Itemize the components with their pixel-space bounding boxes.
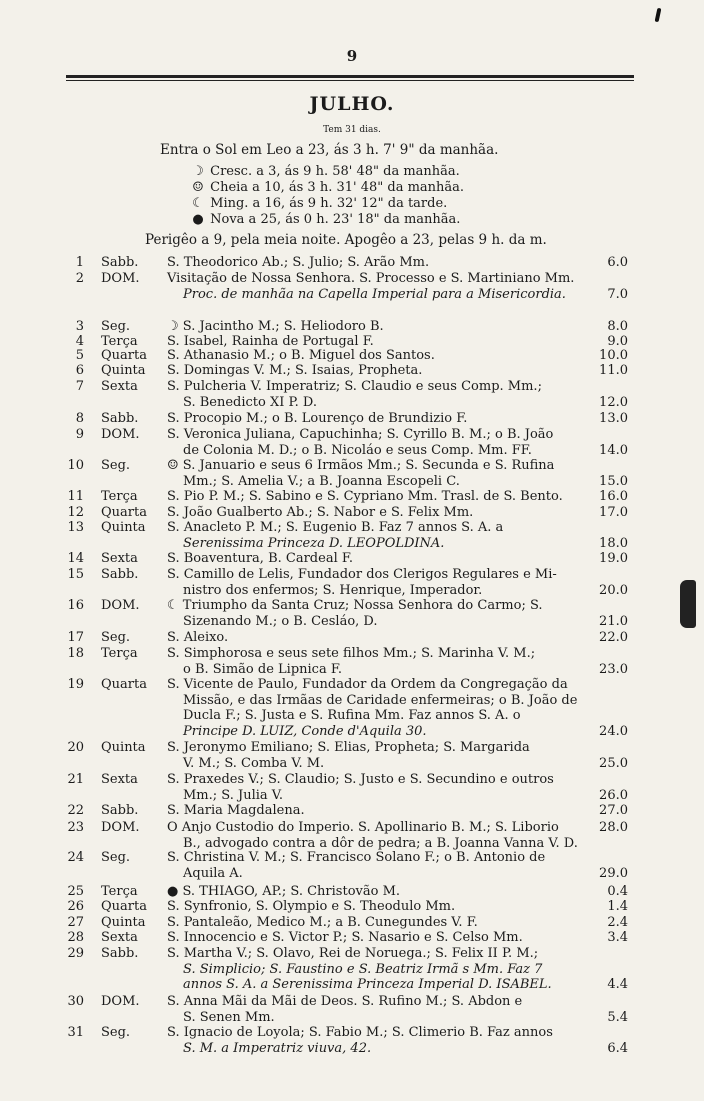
day-number: 7: [75, 379, 84, 394]
description-line: Mm.; S. Amelia V.; a B. Joanna Escopeli C.: [183, 473, 460, 489]
description-line: B., advogado contra a dôr de pedra; a B. Joanna Vanna V. D.: [183, 835, 578, 851]
tide-value: 3.4: [607, 930, 628, 945]
weekday: Quinta: [101, 740, 146, 755]
day-number: 28: [67, 930, 84, 945]
description-line: S. Pulcheria V. Imperatriz; S. Claudio e seus Comp. Mm.;: [167, 379, 542, 394]
page-title: JULHO.: [309, 93, 395, 115]
ink-mark: [655, 8, 662, 23]
tide-value: 8.0: [607, 319, 628, 334]
description-line: S. Jeronymo Emiliano; S. Elias, Propheta; S. Margarida: [167, 740, 530, 755]
description-line: S. Procopio M.; o B. Lourenço de Brundizio F.: [167, 411, 468, 426]
weekday: Seg.: [101, 630, 131, 645]
moon-phase-line: [190, 196, 447, 212]
day-number: 16: [67, 598, 84, 613]
day-number: 13: [67, 520, 84, 535]
moon-phase-line: [190, 164, 460, 180]
tide-value: 12.0: [599, 394, 628, 410]
description-line: S. M. a Imperatriz viuva, 42.: [183, 1040, 372, 1056]
day-number: 17: [67, 630, 84, 645]
saints-description: [167, 520, 595, 551]
weekday: Sexta: [101, 772, 138, 787]
weekday: Seg.: [101, 850, 131, 865]
saints-description: [167, 1025, 595, 1056]
weekday: Terça: [101, 646, 138, 661]
description-line: o B. Simão de Lipnica F.: [183, 661, 342, 677]
saints-description: [167, 567, 595, 598]
day-number: 27: [67, 915, 84, 930]
tide-value: 6.4: [607, 1040, 628, 1056]
page-number: 9: [346, 47, 358, 65]
days-count: Tem 31 dias.: [323, 125, 381, 135]
saints-description: [167, 740, 595, 771]
first-quarter-icon: ☽: [192, 164, 204, 179]
saints-description: [167, 255, 595, 271]
page-edge-mark: [680, 580, 696, 628]
day-number: 1: [75, 255, 84, 270]
moon-phase-text: Cheia a 10, ás 3 h. 31' 48" da manhãa.: [206, 180, 465, 195]
description-line: S. Pantaleão, Medico M.; a B. Cunegundes V. F.: [167, 915, 478, 930]
description-line: S. Isabel, Rainha de Portugal F.: [167, 334, 374, 349]
weekday: Sexta: [101, 551, 138, 566]
description-line: S. Anna Mãi da Mãi de Deos. S. Rufino M.; S. Abdon e: [167, 994, 523, 1009]
description-line: S. Aleixo.: [167, 630, 229, 645]
day-number: 18: [67, 646, 84, 661]
saints-description: [167, 505, 595, 521]
tide-value: 29.0: [599, 865, 628, 881]
weekday: Terça: [101, 489, 138, 504]
saints-description: [167, 348, 595, 364]
tide-value: 13.0: [599, 411, 628, 426]
tide-value: 21.0: [599, 613, 628, 629]
saints-description: [167, 427, 595, 458]
tide-value: 0.4: [607, 884, 628, 899]
description-line: S. Simphorosa e seus sete filhos Mm.; S. Marinha V. M.;: [167, 646, 536, 661]
weekday: Quarta: [101, 677, 147, 692]
saints-description: [167, 319, 595, 335]
weekday: DOM.: [101, 598, 140, 613]
tide-value: 1.4: [607, 899, 628, 914]
tide-value: 7.0: [607, 286, 628, 302]
tide-value: 19.0: [599, 551, 628, 566]
description-line: O Anjo Custodio do Imperio. S. Apollinario B. M.; S. Liborio: [167, 820, 559, 835]
description-line: S. Praxedes V.; S. Claudio; S. Justo e S. Secundino e outros: [167, 772, 554, 787]
tide-value: 23.0: [599, 661, 628, 677]
saints-description: [167, 915, 595, 931]
description-line: ☾ Triumpho da Santa Cruz; Nossa Senhora do Carmo; S.: [167, 598, 543, 613]
saints-description: [167, 803, 595, 819]
weekday: Seg.: [101, 319, 131, 334]
saints-description: [167, 411, 595, 427]
tide-value: 5.4: [607, 1009, 628, 1025]
description-line: Aquila A.: [183, 865, 243, 881]
tide-value: 2.4: [607, 915, 628, 930]
description-line: S. Martha V.; S. Olavo, Rei de Noruega.; S. Felix II P. M.;: [167, 946, 539, 961]
tide-value: 17.0: [599, 505, 628, 520]
tide-value: 11.0: [599, 363, 628, 378]
description-line: ☽ S. Jacintho M.; S. Heliodoro B.: [167, 319, 384, 334]
day-number: 2: [75, 271, 84, 286]
day-number: 14: [67, 551, 84, 566]
description-line: Mm.; S. Julia V.: [183, 787, 284, 803]
weekday: Sabb.: [101, 803, 139, 818]
tide-value: 28.0: [599, 820, 628, 835]
saints-description: [167, 820, 595, 851]
saints-description: [167, 772, 595, 803]
description-line: Serenissima Princeza D. LEOPOLDINA.: [183, 535, 445, 551]
day-number: 11: [67, 489, 84, 504]
description-line: Visitação de Nossa Senhora. S. Processo e S. Martiniano Mm.: [167, 271, 575, 286]
description-line: S. Pio P. M.; S. Sabino e S. Cypriano Mm. Trasl. de S. Bento.: [167, 489, 563, 504]
description-line: Proc. de manhãa na Capella Imperial para a Misericordia.: [183, 286, 566, 302]
tide-value: 14.0: [599, 442, 628, 458]
tide-value: 4.4: [607, 977, 628, 993]
day-number: 23: [67, 820, 84, 835]
day-number: 29: [67, 946, 84, 961]
moon-phase-line: [190, 212, 460, 228]
weekday: Quarta: [101, 348, 147, 363]
header-rule-thick: [66, 75, 634, 78]
weekday: Sabb.: [101, 567, 139, 582]
description-line: S. Anacleto P. M.; S. Eugenio B. Faz 7 annos S. A. a: [167, 520, 504, 535]
full-moon-icon: ☺: [192, 180, 204, 195]
weekday: Sabb.: [101, 946, 139, 961]
description-line: S. Theodorico Ab.; S. Julio; S. Arão Mm.: [167, 255, 430, 270]
saints-description: [167, 930, 595, 946]
saints-description: [167, 363, 595, 379]
description-line: nistro dos enfermos; S. Henrique, Imperador.: [183, 582, 483, 598]
sun-entry: Entra o Sol em Leo a 23, ás 3 h. 7' 9" da manhãa.: [160, 142, 499, 158]
tide-value: 9.0: [607, 334, 628, 349]
tide-value: 6.0: [607, 255, 628, 270]
weekday: Seg.: [101, 1025, 131, 1040]
description-line: S. Vicente de Paulo, Fundador da Ordem da Congregação da: [167, 677, 568, 692]
description-line: V. M.; S. Comba V. M.: [183, 755, 325, 771]
weekday: Quinta: [101, 520, 146, 535]
day-number: 8: [75, 411, 84, 426]
description-line: S. Veronica Juliana, Capuchinha; S. Cyrillo B. M.; o B. João: [167, 427, 554, 442]
description-line: Principe D. LUIZ, Conde d'Aquila 30.: [183, 723, 427, 739]
description-line: S. Ignacio de Loyola; S. Fabio M.; S. Climerio B. Faz annos: [167, 1025, 553, 1040]
day-number: 5: [75, 348, 84, 363]
description-line: S. Innocencio e S. Victor P.; S. Nasario e S. Celso Mm.: [167, 930, 523, 945]
weekday: Sabb.: [101, 255, 139, 270]
weekday: DOM.: [101, 271, 140, 286]
weekday: Terça: [101, 884, 138, 899]
saints-description: [167, 677, 595, 739]
saints-description: [167, 899, 595, 915]
last-quarter-icon: ☾: [192, 196, 204, 211]
day-number: 12: [67, 505, 84, 520]
weekday: Quinta: [101, 915, 146, 930]
weekday: DOM.: [101, 427, 140, 442]
day-number: 10: [67, 458, 84, 473]
day-number: 19: [67, 677, 84, 692]
tide-value: 22.0: [599, 630, 628, 645]
day-number: 4: [75, 334, 84, 349]
description-line: S. Senen Mm.: [183, 1009, 275, 1025]
weekday: Seg.: [101, 458, 131, 473]
description-line: S. Camillo de Lelis, Fundador dos Clerigos Regulares e Mi-: [167, 567, 557, 582]
moon-phase-text: Nova a 25, ás 0 h. 23' 18" da manhãa.: [206, 212, 461, 227]
tide-value: 26.0: [599, 787, 628, 803]
day-number: 31: [67, 1025, 84, 1040]
tide-value: 25.0: [599, 755, 628, 771]
weekday: DOM.: [101, 820, 140, 835]
saints-description: [167, 850, 595, 881]
saints-description: [167, 946, 595, 993]
day-number: 20: [67, 740, 84, 755]
new-moon-icon: ●: [192, 212, 204, 227]
saints-description: [167, 646, 595, 677]
saints-description: [167, 458, 595, 489]
tide-value: 20.0: [599, 582, 628, 598]
saints-description: [167, 630, 595, 646]
description-line: S. Benedicto XI P. D.: [183, 394, 317, 410]
day-number: 3: [75, 319, 84, 334]
description-line: S. Christina V. M.; S. Francisco Solano F.; o B. Antonio de: [167, 850, 546, 865]
description-line: Sizenando M.; o B. Cesláo, D.: [183, 613, 378, 629]
moon-phase-text: Cresc. a 3, ás 9 h. 58' 48" da manhãa.: [206, 164, 460, 179]
day-number: 9: [75, 427, 84, 442]
description-line: Missão, e das Irmãas de Caridade enfermeiras; o B. João de: [183, 692, 578, 708]
description-line: S. João Gualberto Ab.; S. Nabor e S. Felix Mm.: [167, 505, 474, 520]
description-line: annos S. A. a Serenissima Princeza Imperial D. ISABEL.: [183, 977, 552, 993]
description-line: ● S. THIAGO, AP.; S. Christovão M.: [167, 884, 401, 899]
header-rule-thin: [66, 80, 634, 81]
day-number: 26: [67, 899, 84, 914]
description-line: S. Synfronio, S. Olympio e S. Theodulo Mm.: [167, 899, 456, 914]
day-number: 21: [67, 772, 84, 787]
moon-phase-text: Ming. a 16, ás 9 h. 32' 12" da tarde.: [206, 196, 448, 211]
description-line: S. Domingas V. M.; S. Isaias, Propheta.: [167, 363, 423, 378]
day-number: 6: [75, 363, 84, 378]
description-line: S. Maria Magdalena.: [167, 803, 305, 818]
description-line: ☺ S. Januario e seus 6 Irmãos Mm.; S. Secunda e S. Rufina: [167, 458, 555, 473]
weekday: Sabb.: [101, 411, 139, 426]
saints-description: [167, 884, 595, 900]
weekday: DOM.: [101, 994, 140, 1009]
saints-description: [167, 271, 595, 302]
day-number: 22: [67, 803, 84, 818]
tide-value: 18.0: [599, 535, 628, 551]
description-line: de Colonia M. D.; o B. Nicoláo e seus Comp. Mm. FF.: [183, 442, 532, 458]
day-number: 15: [67, 567, 84, 582]
weekday: Terça: [101, 334, 138, 349]
tide-value: 15.0: [599, 473, 628, 489]
tide-value: 16.0: [599, 489, 628, 504]
description-line: S. Simplicio; S. Faustino e S. Beatriz Irmã s Mm. Faz 7: [183, 961, 543, 977]
weekday: Quarta: [101, 899, 147, 914]
tide-value: 24.0: [599, 723, 628, 739]
saints-description: [167, 489, 595, 505]
saints-description: [167, 551, 595, 567]
saints-description: [167, 598, 595, 629]
description-line: S. Boaventura, B. Cardeal F.: [167, 551, 353, 566]
weekday: Sexta: [101, 379, 138, 394]
day-number: 25: [67, 884, 84, 899]
weekday: Sexta: [101, 930, 138, 945]
weekday: Quarta: [101, 505, 147, 520]
description-line: S. Athanasio M.; o B. Miguel dos Santos.: [167, 348, 435, 363]
day-number: 30: [67, 994, 84, 1009]
saints-description: [167, 379, 595, 410]
perigee-apogee: Perigêo a 9, pela meia noite. Apogêo a 23, pelas 9 h. da m.: [145, 232, 547, 248]
saints-description: [167, 994, 595, 1025]
weekday: Quinta: [101, 363, 146, 378]
day-number: 24: [67, 850, 84, 865]
tide-value: 10.0: [599, 348, 628, 363]
moon-phase-line: [190, 180, 464, 196]
description-line: Ducla F.; S. Justa e S. Rufina Mm. Faz annos S. A. o: [183, 708, 521, 724]
tide-value: 27.0: [599, 803, 628, 818]
